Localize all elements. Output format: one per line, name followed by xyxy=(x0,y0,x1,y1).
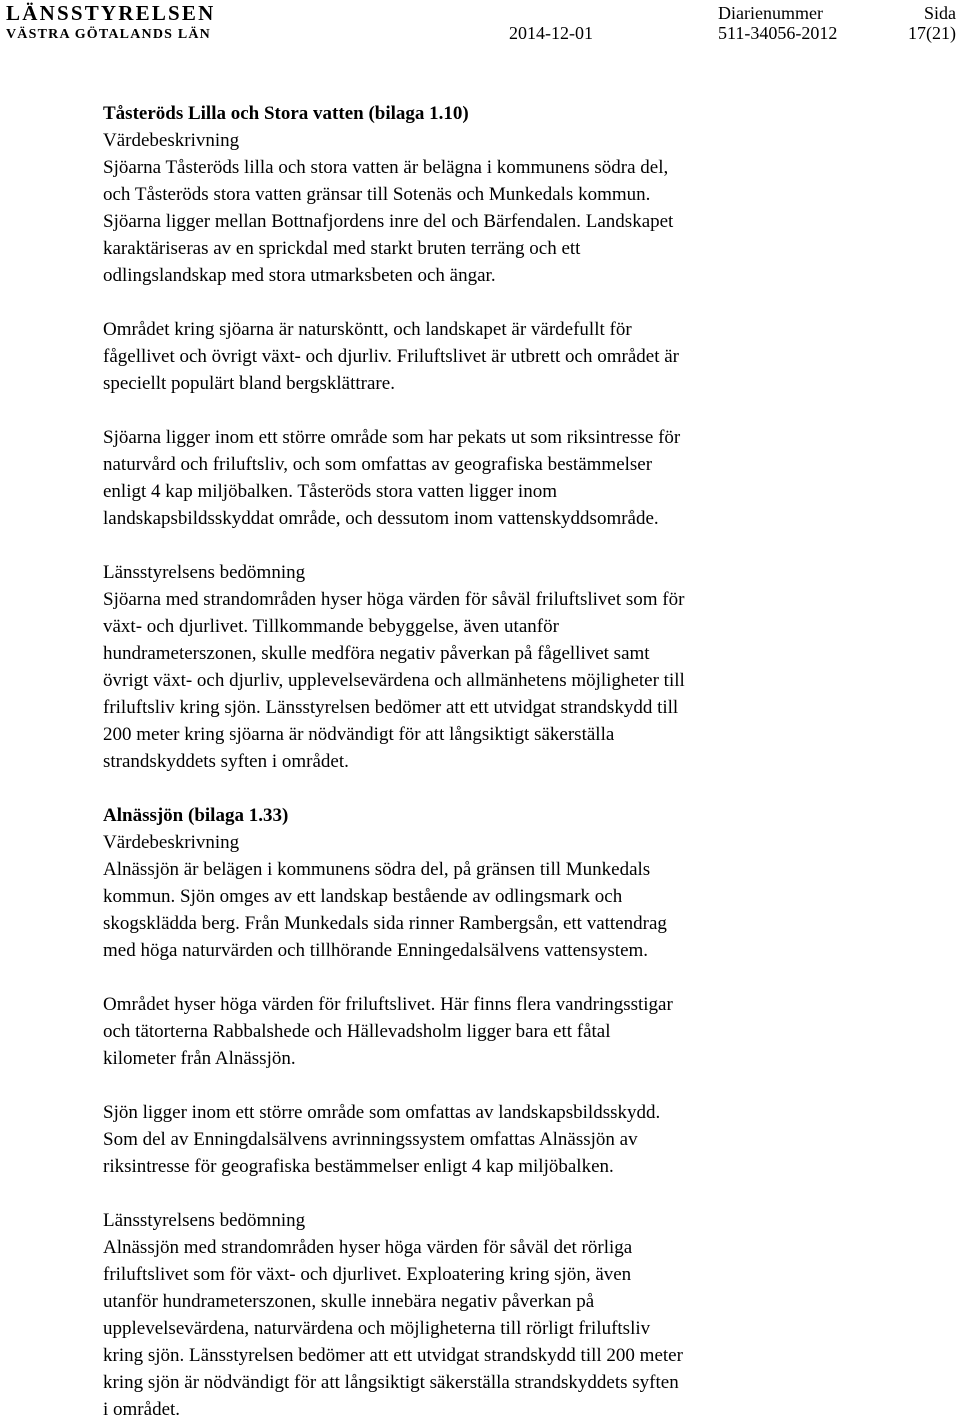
page-number: 17(21) xyxy=(908,23,956,43)
paragraph xyxy=(103,991,933,1072)
text-line: Alnässjön är belägen i kommunens södra del, på gränsen till Munkedals xyxy=(103,859,651,880)
text-line: och Tåsteröds stora vatten gränsar till Sotenäs och Munkedals kommun. xyxy=(103,184,651,205)
text-line: riksintresse för geografiska bestämmelser enligt 4 kap miljöbalken. xyxy=(103,1156,614,1177)
text-line: hundrameterszonen, skulle medföra negativ påverkan på fågellivet samt xyxy=(103,643,650,664)
assessment-label: Länsstyrelsens bedömning xyxy=(103,562,306,583)
text-line: utanför hundrameterszonen, skulle innebära negativ påverkan på xyxy=(103,1291,595,1312)
diarienummer-label: Diarienummer xyxy=(718,3,823,23)
document-body xyxy=(103,100,933,1423)
text-line: skogsklädda berg. Från Munkedals sida rinner Rambergsån, ett vattendrag xyxy=(103,913,667,934)
text-line: Området hyser höga värden för friluftslivet. Här finns flera vandringsstigar xyxy=(103,994,673,1015)
text-line: upplevelsevärdena, naturvärdena och möjligheterna till rörligt friluftsliv xyxy=(103,1318,651,1339)
document-date: 2014-12-01 xyxy=(509,23,593,43)
page-header xyxy=(0,0,960,50)
text-line: Alnässjön med strandområden hyser höga värden för såväl det rörliga xyxy=(103,1237,633,1258)
text-line: kring sjön är nödvändigt för att långsiktigt säkerställa strandskyddets syften xyxy=(103,1372,679,1393)
text-line: kommun. Sjön omges av ett landskap bestående av odlingsmark och xyxy=(103,886,623,907)
text-line: Sjön ligger inom ett större område som omfattas av landskapsbildsskydd. xyxy=(103,1102,661,1123)
text-line: speciellt populärt bland bergsklättrare. xyxy=(103,373,395,394)
text-line: Området kring sjöarna är natursköntt, och landskapet är värdefullt för xyxy=(103,319,632,340)
section-desc-label: Värdebeskrivning xyxy=(103,130,240,151)
text-line: fågellivet och övrigt växt- och djurliv. Friluftslivet är utbrett och området är xyxy=(103,346,679,367)
lansstyrelsen-logo xyxy=(6,2,216,44)
text-line: övrigt växt- och djurliv, upplevelsevärdena och allmänhetens möjligheter till xyxy=(103,670,685,691)
text-line: kilometer från Alnässjön. xyxy=(103,1048,296,1069)
diarienummer-value: 511-34056-2012 xyxy=(718,23,838,43)
logo-line-1: LÄNSSTYRELSEN xyxy=(6,1,216,25)
text-line: Sjöarna ligger inom ett större område som har pekats ut som riksintresse för xyxy=(103,427,681,448)
text-line: Sjöarna ligger mellan Bottnafjordens inre del och Bärfendalen. Landskapet xyxy=(103,211,674,232)
paragraph xyxy=(103,586,933,775)
text-line: landskapsbildsskyddat område, och dessutom inom vattenskyddsområde. xyxy=(103,508,659,529)
paragraph xyxy=(103,856,933,964)
paragraph xyxy=(103,154,933,289)
text-line: Sjöarna med strandområden hyser höga värden för såväl friluftslivet som för xyxy=(103,589,685,610)
text-line: Sjöarna Tåsteröds lilla och stora vatten är belägna i kommunens södra del, xyxy=(103,157,669,178)
text-line: i området. xyxy=(103,1399,181,1420)
text-line: strandskyddets syften i området. xyxy=(103,751,349,772)
section-title: Alnässjön (bilaga 1.33) xyxy=(103,805,289,826)
section-desc-label: Värdebeskrivning xyxy=(103,832,240,853)
text-line: växt- och djurlivet. Tillkommande bebyggelse, även utanför xyxy=(103,616,559,637)
text-line: friluftsliv kring sjön. Länsstyrelsen bedömer att ett utvidgat strandskydd till xyxy=(103,697,679,718)
text-line: enligt 4 kap miljöbalken. Tåsteröds stora vatten ligger inom xyxy=(103,481,557,502)
assessment-label: Länsstyrelsens bedömning xyxy=(103,1210,306,1231)
paragraph xyxy=(103,316,933,397)
text-line: odlingslandskap med stora utmarksbeten och ängar. xyxy=(103,265,496,286)
paragraph xyxy=(103,424,933,532)
page-label: Sida xyxy=(923,3,956,23)
text-line: kring sjön. Länsstyrelsen bedömer att ett utvidgat strandskydd till 200 meter xyxy=(103,1345,683,1366)
text-line: Som del av Enningdalsälvens avrinningssystem omfattas Alnässjön av xyxy=(103,1129,638,1150)
text-line: karaktäriseras av en sprickdal med starkt bruten terräng och ett xyxy=(103,238,581,259)
paragraph xyxy=(103,1099,933,1180)
text-line: med höga naturvärden och tillhörande Enningedalsälvens vattensystem. xyxy=(103,940,649,961)
paragraph xyxy=(103,1234,933,1423)
text-line: friluftslivet som för växt- och djurlivet. Exploatering kring sjön, även xyxy=(103,1264,632,1285)
text-line: och tätorterna Rabbalshede och Hällevadsholm ligger bara ett fåtal xyxy=(103,1021,611,1042)
logo-line-2: VÄSTRA GÖTALANDS LÄN xyxy=(6,27,211,42)
text-line: 200 meter kring sjöarna är nödvändigt för att långsiktigt säkerställa xyxy=(103,724,615,745)
section-title: Tåsteröds Lilla och Stora vatten (bilaga 1.10) xyxy=(103,103,469,124)
text-line: naturvård och friluftsliv, och som omfattas av geografiska bestämmelser xyxy=(103,454,653,475)
